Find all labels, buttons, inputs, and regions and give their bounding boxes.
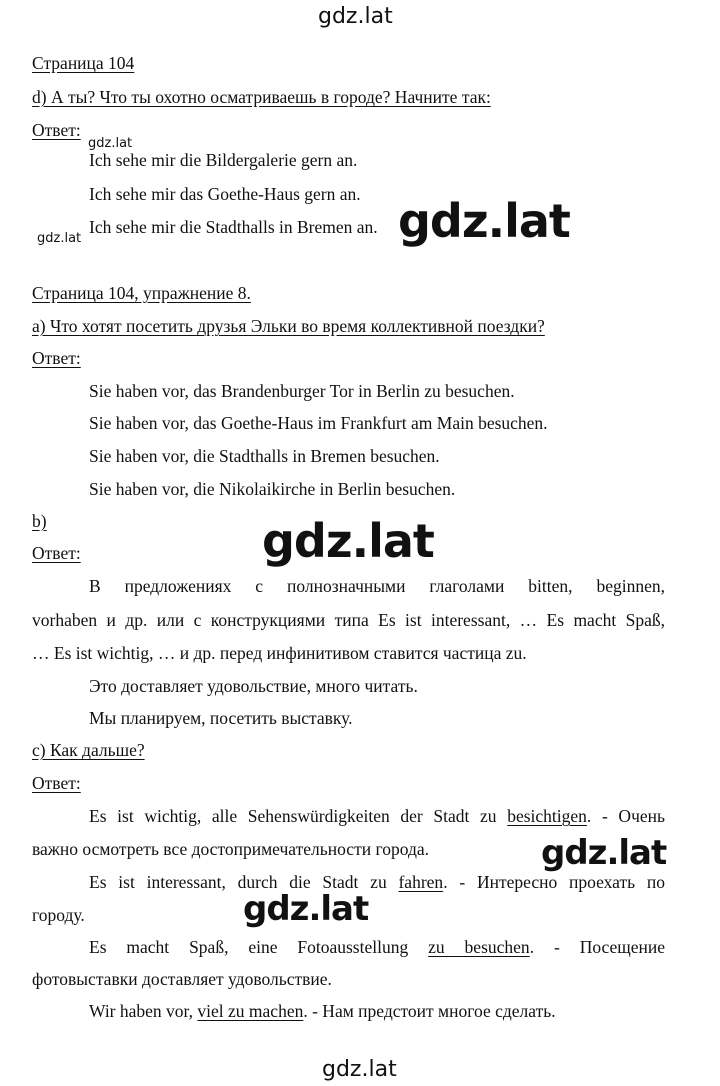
answer-item bbox=[89, 1000, 556, 1022]
underlined-phrase: besichtigen bbox=[507, 806, 587, 826]
answer-item-line2: фотовыставки доставляет удовольствие. bbox=[32, 969, 332, 989]
item-text: Wir haben vor, bbox=[89, 1001, 198, 1021]
watermark-bottom: gdz.lat bbox=[322, 1057, 397, 1082]
answer-item bbox=[32, 871, 665, 893]
page-heading: Страница 104 bbox=[32, 53, 135, 73]
watermark-big: gdz.lat bbox=[262, 514, 434, 568]
answer-line: Ich sehe mir die Bildergalerie gern an. bbox=[89, 150, 358, 170]
answer-label: Ответ: bbox=[32, 773, 81, 793]
answer-label: Ответ: bbox=[32, 543, 81, 563]
answer-line: Ich sehe mir die Stadthalls in Bremen an. bbox=[89, 217, 378, 237]
task-heading: b) bbox=[32, 511, 47, 531]
answer-item bbox=[32, 805, 665, 827]
answer-label: Ответ: bbox=[32, 120, 81, 140]
paragraph-line: … Es ist wichtig, … и др. перед инфинитивом ставится частица zu. bbox=[32, 643, 527, 663]
answer-label: Ответ: bbox=[32, 348, 81, 368]
watermark-small: gdz.lat bbox=[88, 136, 133, 151]
item-text: Es ist wichtig, alle Sehenswürdigkeiten der Stadt zu bbox=[89, 806, 508, 826]
item-text: . - Очень bbox=[586, 806, 665, 826]
watermark-mid: gdz.lat bbox=[243, 889, 369, 929]
paragraph-line: vorhaben и др. или с конструкциями типа Es ist interessant, … Es macht Spaß, bbox=[32, 610, 665, 630]
item-text: Es ist interessant, durch die Stadt zu bbox=[89, 872, 399, 892]
task-heading: a) Что хотят посетить друзья Эльки во время коллективной поездки? bbox=[32, 316, 545, 336]
item-text: . - Посещение bbox=[529, 937, 666, 957]
watermark-mid: gdz.lat bbox=[541, 833, 667, 873]
answer-line: Это доставляет удовольствие, много читать. bbox=[89, 676, 418, 696]
answer-line: Sie haben vor, das Brandenburger Tor in Berlin zu besuchen. bbox=[89, 381, 515, 401]
watermark-small: gdz.lat bbox=[37, 231, 82, 246]
underlined-phrase: fahren bbox=[398, 872, 444, 892]
item-text: . - Нам предстоит многое сделать. bbox=[303, 1001, 556, 1021]
answer-line: Sie haben vor, die Stadthalls in Bremen besuchen. bbox=[89, 446, 440, 466]
answer-line: Sie haben vor, die Nikolaikirche in Berlin besuchen. bbox=[89, 479, 456, 499]
task-heading: c) Как дальше? bbox=[32, 740, 145, 760]
answer-item-line2: городу. bbox=[32, 905, 85, 925]
answer-line: Мы планируем, посетить выставку. bbox=[89, 708, 353, 728]
answer-line: Ich sehe mir das Goethe-Haus gern an. bbox=[89, 184, 361, 204]
answer-item-line2: важно осмотреть все достопримечательности города. bbox=[32, 839, 429, 859]
underlined-phrase: viel zu machen bbox=[197, 1001, 304, 1021]
answer-item bbox=[32, 936, 665, 958]
page-heading: Страница 104, упражнение 8. bbox=[32, 283, 251, 303]
paragraph-line: В предложениях с полнозначными глаголами bitten, beginnen, bbox=[89, 576, 665, 596]
watermark-top: gdz.lat bbox=[318, 4, 393, 29]
item-text: Es macht Spaß, eine Fotoausstellung bbox=[89, 937, 429, 957]
watermark-big: gdz.lat bbox=[398, 194, 570, 248]
item-text: . - Интересно проехать по bbox=[443, 872, 665, 892]
task-heading: d) А ты? Что ты охотно осматриваешь в городе? Начните так: bbox=[32, 87, 491, 107]
underlined-phrase: zu besuchen bbox=[428, 937, 530, 957]
answer-line: Sie haben vor, das Goethe-Haus im Frankfurt am Main besuchen. bbox=[89, 413, 548, 433]
